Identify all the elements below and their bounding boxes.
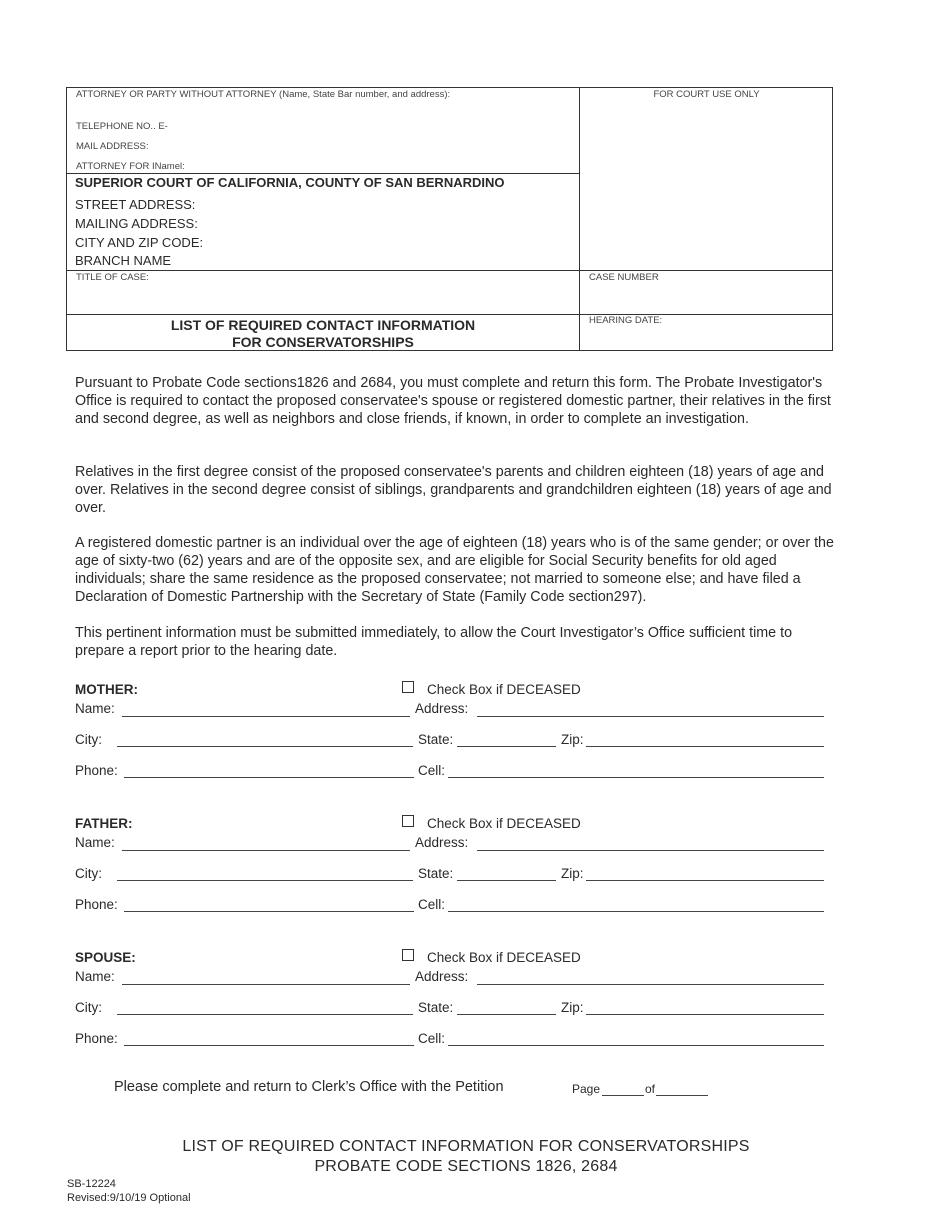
name-label: Name: (75, 969, 115, 984)
state-field[interactable] (457, 880, 556, 881)
revised-date: Revised:9/10/19 Optional (67, 1192, 191, 1204)
section-heading: FATHER: (75, 816, 133, 831)
city-field[interactable] (117, 880, 413, 881)
form-title-separator (66, 314, 833, 315)
phone-label: Phone: (75, 1031, 118, 1046)
city-label: City: (75, 732, 102, 747)
deceased-label: Check Box if DECEASED (427, 682, 581, 697)
section-heading: MOTHER: (75, 682, 138, 697)
cell-label: Cell: (418, 763, 446, 778)
form-title-line1: LIST OF REQUIRED CONTACT INFORMATION (170, 317, 476, 333)
state-field[interactable] (457, 746, 556, 747)
zip-field[interactable] (586, 746, 824, 747)
name-label: Name: (75, 701, 115, 716)
phone-label: Phone: (75, 897, 118, 912)
state-label: State: (418, 866, 454, 881)
mailing-address-label: MAILING ADDRESS: (75, 216, 198, 231)
deceased-label: Check Box if DECEASED (427, 950, 581, 965)
attorney-label: ATTORNEY OR PARTY WITHOUT ATTORNEY (Name, State Bar number, and address): (76, 89, 451, 100)
footer-title-line2: PROBATE CODE SECTIONS 1826, 2684 (314, 1158, 618, 1175)
hearing-date-label: HEARING DATE: (589, 315, 663, 326)
page-label: Page (572, 1082, 601, 1096)
city-label: City: (75, 866, 102, 881)
zip-label: Zip: (561, 1000, 584, 1015)
address-label: Address: (415, 701, 469, 716)
city-label: City: (75, 1000, 102, 1015)
attorney-for-label: ATTORNEY FOR INamel: (76, 161, 185, 172)
deceased-checkbox[interactable] (402, 949, 414, 961)
state-label: State: (418, 1000, 454, 1015)
address-field[interactable] (477, 984, 824, 985)
form-title-line2: FOR CONSERVATORSHIPS (232, 334, 414, 350)
footer-title-line1: LIST OF REQUIRED CONTACT INFORMATION FOR CONSERVATORSHIPS (182, 1138, 750, 1155)
court-use-label: FOR COURT USE ONLY (653, 89, 760, 100)
phone-field[interactable] (124, 1045, 414, 1046)
branch-name-label: BRANCH NAME (75, 253, 172, 268)
zip-label: Zip: (561, 732, 584, 747)
deadline-paragraph: This pertinent information must be submitted immediately, to allow the Court Investigator’s Office sufficient time to prepare a report prior to the hearing date. (75, 625, 793, 659)
page-total-field[interactable] (656, 1095, 708, 1096)
title-of-case-label: TITLE OF CASE: (76, 272, 149, 283)
court-separator (66, 173, 580, 174)
zip-field[interactable] (586, 1014, 824, 1015)
city-zip-label: CITY AND ZIP CODE: (75, 235, 204, 250)
street-address-label: STREET ADDRESS: (75, 197, 196, 212)
cell-field[interactable] (448, 777, 824, 778)
deceased-checkbox[interactable] (402, 815, 414, 827)
return-instruction: Please complete and return to Clerk’s Office with the Petition (114, 1079, 504, 1095)
cell-field[interactable] (448, 911, 824, 912)
title-case-separator (66, 270, 833, 271)
address-label: Address: (415, 969, 469, 984)
deceased-label: Check Box if DECEASED (427, 816, 581, 831)
name-field[interactable] (122, 716, 410, 717)
address-field[interactable] (477, 850, 824, 851)
cell-label: Cell: (418, 1031, 446, 1046)
zip-label: Zip: (561, 866, 584, 881)
page-number-field[interactable] (602, 1095, 644, 1096)
address-label: Address: (415, 835, 469, 850)
name-field[interactable] (122, 984, 410, 985)
telephone-label: TELEPHONE NO.. E- (76, 121, 168, 132)
city-field[interactable] (117, 1014, 413, 1015)
deceased-checkbox[interactable] (402, 681, 414, 693)
court-name: SUPERIOR COURT OF CALIFORNIA, COUNTY OF SAN BERNARDINO (75, 175, 505, 190)
cell-field[interactable] (448, 1045, 824, 1046)
section-heading: SPOUSE: (75, 950, 136, 965)
name-field[interactable] (122, 850, 410, 851)
domestic-partner-paragraph: A registered domestic partner is an individual over the age of eighteen (18) years who is of the same gender; or over the age of sixty-two (62) years and are of the opposite sex, and are eligible for Social Security benefits for old aged individuals; share the same residence as the proposed conservatee; not married to someone else; and have filed a Declaration of Domestic Partnership with the Secretary of State (Family Code section297). (75, 535, 834, 605)
caption-divider (579, 87, 580, 351)
phone-field[interactable] (124, 777, 414, 778)
form-number: SB-12224 (67, 1178, 116, 1190)
phone-field[interactable] (124, 911, 414, 912)
zip-field[interactable] (586, 880, 824, 881)
address-field[interactable] (477, 716, 824, 717)
city-field[interactable] (117, 746, 413, 747)
of-label: of (645, 1082, 656, 1096)
relatives-paragraph: Relatives in the first degree consist of the proposed conservatee's parents and children eighteen (18) years of age and over. Relatives in the second degree consist of siblings, grandparents and grandchildren eighteen (18) years of age and over. (75, 464, 832, 516)
cell-label: Cell: (418, 897, 446, 912)
phone-label: Phone: (75, 763, 118, 778)
state-label: State: (418, 732, 454, 747)
state-field[interactable] (457, 1014, 556, 1015)
case-number-label: CASE NUMBER (589, 272, 659, 283)
name-label: Name: (75, 835, 115, 850)
intro-paragraph: Pursuant to Probate Code sections1826 and 2684, you must complete and return this form. The Probate Investigator's Office is required to contact the proposed conservatee's spouse or registered domestic partner, their relatives in the first and second degree, as well as neighbors and close friends, if known, in order to complete an investigation. (75, 375, 831, 427)
mail-address-label: MAIL ADDRESS: (76, 141, 149, 152)
